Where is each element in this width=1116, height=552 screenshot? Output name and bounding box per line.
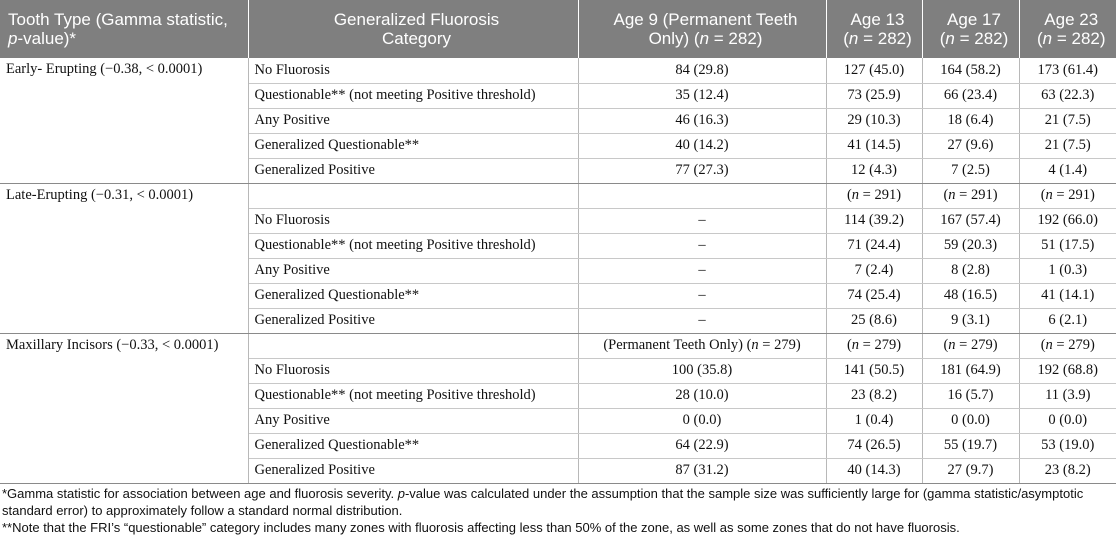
group-label-early-erupting: Early- Erupting (−0.38, < 0.0001)	[0, 58, 248, 183]
header-tooth-type: Tooth Type (Gamma statistic, p-value)*	[0, 0, 248, 58]
age23-cell: 63 (22.3)	[1019, 83, 1116, 108]
group-label-maxillary-incisors: Maxillary Incisors (−0.33, < 0.0001)	[0, 333, 248, 483]
header-row	[0, 0, 1116, 58]
age13-cell: 141 (50.5)	[826, 358, 922, 383]
age23-cell: 192 (66.0)	[1019, 208, 1116, 233]
age23-cell: 4 (1.4)	[1019, 158, 1116, 183]
age9-cell: –	[578, 208, 826, 233]
age17-cell: 48 (16.5)	[922, 283, 1019, 308]
age9-cell: 84 (29.8)	[578, 58, 826, 83]
age17-cell: 27 (9.7)	[922, 458, 1019, 483]
footnote-questionable: **Note that the FRI’s “questionable” category includes many zones with fluorosis affecting less than 50% of the zone, as well as some zones that do not have fluorosis.	[2, 520, 960, 535]
age9-cell: 87 (31.2)	[578, 458, 826, 483]
age23-n-cell: (n = 279)	[1019, 333, 1116, 358]
age17-n-cell: (n = 291)	[922, 183, 1019, 208]
age13-cell: 25 (8.6)	[826, 308, 922, 333]
age9-cell: 64 (22.9)	[578, 433, 826, 458]
category-cell: Generalized Questionable**	[248, 283, 578, 308]
age13-cell: 74 (26.5)	[826, 433, 922, 458]
header-age9: Age 9 (Permanent Teeth Only) (n = 282)	[578, 0, 826, 58]
header-age17: Age 17 (n = 282)	[922, 0, 1019, 58]
sample-size-row	[0, 183, 1116, 208]
age17-cell: 59 (20.3)	[922, 233, 1019, 258]
age13-n-cell: (n = 291)	[826, 183, 922, 208]
category-cell: Generalized Questionable**	[248, 133, 578, 158]
age17-cell: 0 (0.0)	[922, 408, 1019, 433]
category-cell: Questionable** (not meeting Positive threshold)	[248, 233, 578, 258]
age23-cell: 53 (19.0)	[1019, 433, 1116, 458]
age13-n-cell: (n = 279)	[826, 333, 922, 358]
category-cell: Generalized Positive	[248, 308, 578, 333]
age17-cell: 27 (9.6)	[922, 133, 1019, 158]
age13-cell: 74 (25.4)	[826, 283, 922, 308]
age9-n-cell: (Permanent Teeth Only) (n = 279)	[578, 333, 826, 358]
age9-cell: 77 (27.3)	[578, 158, 826, 183]
header-age23: Age 23 (n = 282)	[1019, 0, 1116, 58]
age23-cell: 192 (68.8)	[1019, 358, 1116, 383]
age17-cell: 167 (57.4)	[922, 208, 1019, 233]
age17-cell: 164 (58.2)	[922, 58, 1019, 83]
age17-cell: 8 (2.8)	[922, 258, 1019, 283]
age23-cell: 41 (14.1)	[1019, 283, 1116, 308]
age17-cell: 7 (2.5)	[922, 158, 1019, 183]
age13-cell: 29 (10.3)	[826, 108, 922, 133]
age23-n-cell: (n = 291)	[1019, 183, 1116, 208]
sample-size-row	[0, 333, 1116, 358]
age9-cell: 40 (14.2)	[578, 133, 826, 158]
category-cell	[248, 333, 578, 358]
category-cell: Any Positive	[248, 108, 578, 133]
category-cell: No Fluorosis	[248, 358, 578, 383]
category-cell: Questionable** (not meeting Positive threshold)	[248, 383, 578, 408]
age17-cell: 55 (19.7)	[922, 433, 1019, 458]
age13-cell: 41 (14.5)	[826, 133, 922, 158]
age17-cell: 66 (23.4)	[922, 83, 1019, 108]
category-cell: No Fluorosis	[248, 58, 578, 83]
age13-cell: 40 (14.3)	[826, 458, 922, 483]
category-cell: Generalized Questionable**	[248, 433, 578, 458]
age9-cell: –	[578, 233, 826, 258]
age23-cell: 51 (17.5)	[1019, 233, 1116, 258]
category-cell: Generalized Positive	[248, 158, 578, 183]
age23-cell: 23 (8.2)	[1019, 458, 1116, 483]
age23-cell: 11 (3.9)	[1019, 383, 1116, 408]
header-age13: Age 13 (n = 282)	[826, 0, 922, 58]
age9-cell: 100 (35.8)	[578, 358, 826, 383]
age13-cell: 7 (2.4)	[826, 258, 922, 283]
age13-cell: 127 (45.0)	[826, 58, 922, 83]
group-label-late-erupting: Late-Erupting (−0.31, < 0.0001)	[0, 183, 248, 333]
age13-cell: 23 (8.2)	[826, 383, 922, 408]
age9-cell: 0 (0.0)	[578, 408, 826, 433]
age9-cell: 28 (10.0)	[578, 383, 826, 408]
age23-cell: 1 (0.3)	[1019, 258, 1116, 283]
category-cell: Questionable** (not meeting Positive threshold)	[248, 83, 578, 108]
age23-cell: 21 (7.5)	[1019, 133, 1116, 158]
age23-cell: 6 (2.1)	[1019, 308, 1116, 333]
age17-cell: 18 (6.4)	[922, 108, 1019, 133]
age23-cell: 21 (7.5)	[1019, 108, 1116, 133]
age13-cell: 114 (39.2)	[826, 208, 922, 233]
age23-cell: 0 (0.0)	[1019, 408, 1116, 433]
age17-n-cell: (n = 279)	[922, 333, 1019, 358]
age13-cell: 71 (24.4)	[826, 233, 922, 258]
category-cell: No Fluorosis	[248, 208, 578, 233]
category-cell: Any Positive	[248, 258, 578, 283]
age9-cell: –	[578, 283, 826, 308]
age23-cell: 173 (61.4)	[1019, 58, 1116, 83]
header-category: Generalized Fluorosis Category	[248, 0, 578, 58]
footnote-gamma: *Gamma statistic for association between age and fluorosis severity. p-value was calculated under the assumption that the sample size was sufficiently large for (gamma statistic/asymptotic standard error) to approximately follow a standard normal distribution.	[2, 486, 1084, 518]
age17-cell: 16 (5.7)	[922, 383, 1019, 408]
age13-cell: 1 (0.4)	[826, 408, 922, 433]
age13-cell: 73 (25.9)	[826, 83, 922, 108]
category-cell: Any Positive	[248, 408, 578, 433]
age9-cell	[578, 183, 826, 208]
age9-cell: –	[578, 308, 826, 333]
age9-cell: 46 (16.3)	[578, 108, 826, 133]
category-cell	[248, 183, 578, 208]
age9-cell: 35 (12.4)	[578, 83, 826, 108]
age13-cell: 12 (4.3)	[826, 158, 922, 183]
category-cell: Generalized Positive	[248, 458, 578, 483]
age17-cell: 9 (3.1)	[922, 308, 1019, 333]
age9-cell: –	[578, 258, 826, 283]
table-row	[0, 58, 1116, 83]
age17-cell: 181 (64.9)	[922, 358, 1019, 383]
